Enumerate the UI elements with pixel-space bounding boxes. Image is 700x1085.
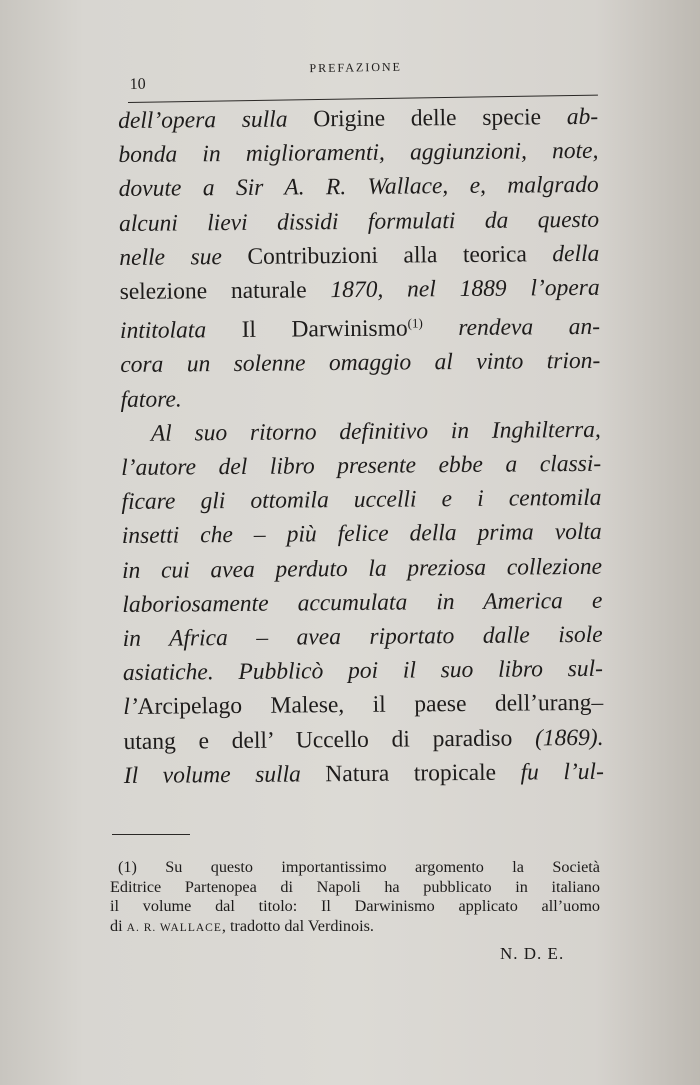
text-line: in Africa – avea riportato dalle isole xyxy=(122,621,603,653)
footnote-line: di A. R. WALLACE, tradotto dal Verdinois. xyxy=(110,916,374,935)
page-number: 10 xyxy=(129,75,146,93)
text-line: Il volume sulla Natura tropicale fu l’ul- xyxy=(123,758,604,789)
text-line: utang e dell’ Uccello di paradiso (1869). xyxy=(123,724,604,755)
text-line: l’autore del libro presente ebbe a classi- xyxy=(121,450,602,482)
text-line: laboriosamente accumulata in America e xyxy=(122,587,603,618)
text-line: intitolata Il Darwinismo$^{(1)}$ rendeva an- xyxy=(119,314,601,345)
footnote-line: il volume dal titolo: Il Darwinismo applicato all’uomo xyxy=(110,897,600,915)
text-line: dovute a Sir A. R. Wallace, e, malgrado xyxy=(118,172,599,203)
footnote-line: (1) Su questo importantissimo argomento la Società xyxy=(118,858,600,876)
footnote-marker: (1) xyxy=(118,858,137,876)
running-head: PREFAZIONE xyxy=(309,59,403,76)
text-line: asiatiche. Pubblicò poi il suo libro sul- xyxy=(122,656,604,687)
text-line: l’Arcipelago Malese, il paese dell’urang– xyxy=(123,690,604,721)
text-line: dell’opera sulla Origine delle specie ab- xyxy=(118,103,599,134)
text-line: Al suo ritorno definitivo in Inghilterra, xyxy=(150,416,601,447)
footnote-reference: (1) xyxy=(407,315,423,331)
body-text xyxy=(118,100,604,793)
footnote-author: A. R. WALLACE xyxy=(126,921,222,934)
text-line: selezione naturale 1870, nel 1889 l’opera xyxy=(119,274,600,306)
footnote-line: Editrice Partenopea di Napoli ha pubblicato in italiano xyxy=(110,877,600,896)
text-line: ficare gli ottomila uccelli e i centomila xyxy=(121,485,602,516)
text-line: in cui avea perduto la preziosa collezione xyxy=(121,553,603,584)
text-line: nelle sue Contribuzioni alla teorica della xyxy=(119,240,600,271)
text-line: fatore. xyxy=(120,386,182,413)
footnote xyxy=(110,858,600,938)
text-line: insetti che – più felice della prima volta xyxy=(121,519,602,550)
page-header xyxy=(127,55,598,103)
text-line: cora un solenne omaggio al vinto trion- xyxy=(120,348,601,379)
editor-signature: N. D. E. xyxy=(500,944,565,963)
footnote-divider xyxy=(112,834,190,835)
text-line: bonda in miglioramenti, aggiunzioni, note, xyxy=(118,138,599,169)
text-line: alcuni lievi dissidi formulati da questo xyxy=(118,206,600,237)
